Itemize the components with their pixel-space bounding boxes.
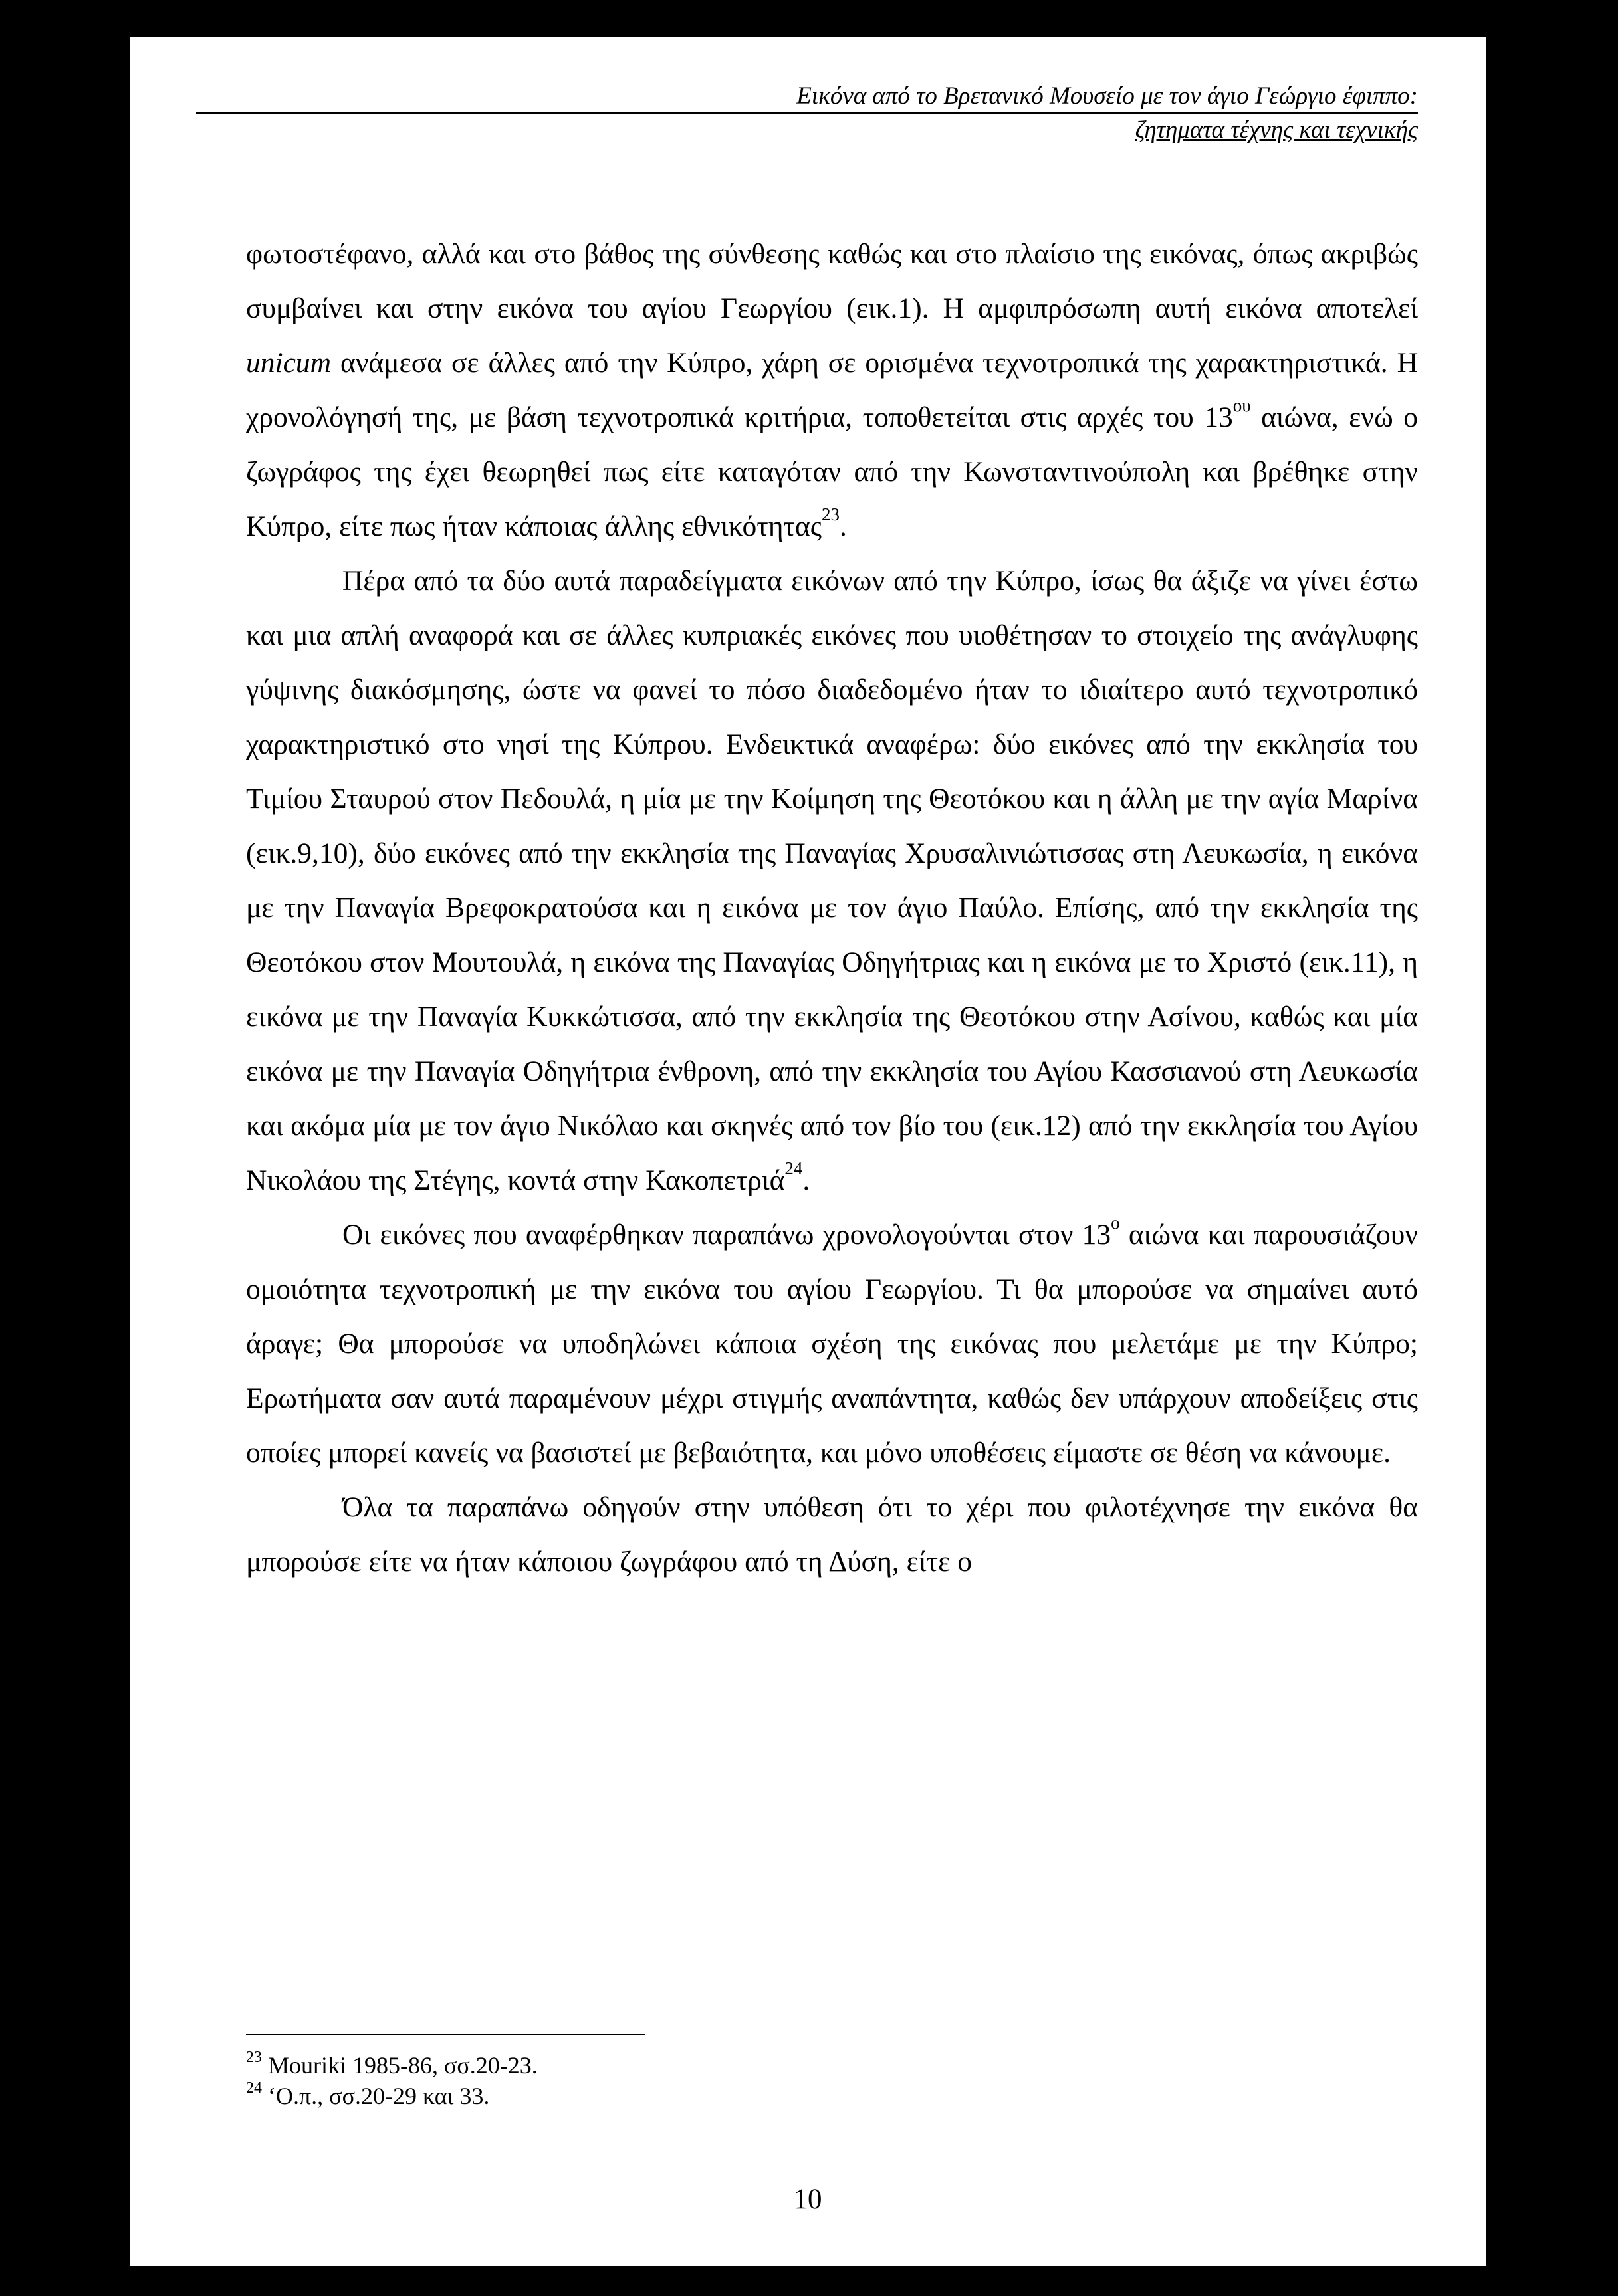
footnotes (246, 2050, 538, 2111)
paragraph-3-text-a: Οι εικόνες που αναφέρθηκαν παραπάνω χρονολογούνται στον 13 (342, 1219, 1111, 1251)
running-header-line-2: ζητηματα τέχνης και τεχνικής (1135, 116, 1418, 144)
footnote-marker: 24 (246, 2079, 262, 2097)
running-header (196, 80, 1418, 146)
footnote-24 (246, 2081, 538, 2111)
body-text (246, 227, 1418, 1589)
paragraph-1-italic-term: unicum (246, 347, 332, 379)
ordinal-superscript: ου (1232, 395, 1251, 416)
paragraph-3 (246, 1207, 1418, 1480)
running-header-line-1: Εικόνα από το Βρετανικό Μουσείο με τον άγιο Γεώργιο έφιππο: (196, 80, 1418, 114)
paragraph-2 (246, 554, 1418, 1207)
paragraph-2-text-b: . (802, 1164, 810, 1196)
paragraph-4 (246, 1480, 1418, 1589)
paragraph-1-text-c: αιώνα, ενώ ο ζωγράφος της έχει θεωρηθεί πως είτε καταγόταν από την Κωνσταντινούπολη και βρέθηκε στην Κύπρο, είτε πως ήταν κάποιας άλλης εθνικότητας (246, 401, 1419, 542)
paragraph-3-text-b: αιώνα και παρουσιάζουν ομοιότητα τεχνοτροπική με την εικόνα του αγίου Γεωργίου. Τι θα μπορούσε να σημαίνει αυτό άραγε; Θα μπορούσε να υποδηλώνει κάποια σχέση της εικόνας που μελετάμε με την Κύπρο; Ερωτήματα σαν αυτά παραμένουν μέχρι στιγμής αναπάντητα, καθώς δεν υπάρχουν αποδείξεις στις οποίες μπορεί κανείς να βασιστεί με βεβαιότητα, και μόνο υποθέσεις είμαστε σε θέση να κάνουμε. (246, 1219, 1418, 1469)
paragraph-1-text-d: . (839, 510, 847, 542)
footnote-23 (246, 2050, 538, 2081)
paragraph-1 (246, 227, 1418, 554)
footnote-marker: 23 (246, 2049, 262, 2067)
document-page (130, 37, 1486, 2266)
page-number: 10 (793, 2184, 822, 2215)
paragraph-1-text-b: ανάμεσα σε άλλες από την Κύπρο, χάρη σε ορισμένα τεχνοτροπικά της χαρακτηριστικά. Η χρονολόγησή της, με βάση τεχνοτροπικά κριτήρια, τοποθετείται στις αρχές του 13 (246, 347, 1418, 433)
footnote-separator (246, 2034, 645, 2035)
paragraph-2-text-a: Πέρα από τα δύο αυτά παραδείγματα εικόνων από την Κύπρο, ίσως θα άξιζε να γίνει έστω και μια απλή αναφορά και σε άλλες κυπριακές εικόνες που υιοθέτησαν το στοιχείο της ανάγλυφης γύψινης διακόσμησης, ώστε να φανεί το πόσο διαδεδομένο ήταν το ιδιαίτερο αυτό τεχνοτροπικό χαρακτηριστικό στο νησί της Κύπρου. Ενδεικτικά αναφέρω: δύο εικόνες από την εκκλησία του Τιμίου Σταυρού στον Πεδουλά, η μία με την Κοίμηση της Θεοτόκου και η άλλη με την αγία Μαρίνα (εικ.9,10), δύο εικόνες από την εκκλησία της Παναγίας Χρυσαλινιώτισσας στη Λευκωσία, η εικόνα με την Παναγία Βρεφοκρατούσα και η εικόνα με τον άγιο Παύλο. Επίσης, από την εκκλησία της Θεοτόκου στον Μουτουλά, η εικόνα της Παναγίας Οδηγήτριας και η εικόνα με το Χριστό (εικ.11), η εικόνα με την Παναγία Κυκκώτισσα, από την εκκλησία της Θεοτόκου στην Ασίνου, καθώς και μία εικόνα με την Παναγία Οδηγήτρια ένθρονη, από την εκκλησία του Αγίου Κασσιανού στη Λευκωσία και ακόμα μία με τον άγιο Νικόλαο και σκηνές από τον βίο του (εικ.12) από την εκκλησία του Αγίου Νικολάου της Στέγης, κοντά στην Κακοπετριά (246, 565, 1418, 1196)
footnote-ref-24: 24 (784, 1158, 803, 1179)
paragraph-1-text-a: φωτοστέφανο, αλλά και στο βάθος της σύνθεσης καθώς και στο πλαίσιο της εικόνας, όπως ακριβώς συμβαίνει και στην εικόνα του αγίου Γεωργίου (εικ.1). Η αμφιπρόσωπη αυτή εικόνα αποτελεί (246, 238, 1418, 324)
footnote-text: ‘Ο.π., σσ.20-29 και 33. (262, 2083, 490, 2109)
footnote-ref-23: 23 (821, 504, 840, 525)
footnote-text: Mouriki 1985-86, σσ.20-23. (262, 2052, 538, 2079)
ordinal-superscript-2: ο (1111, 1213, 1120, 1233)
paragraph-4-text: Όλα τα παραπάνω οδηγούν στην υπόθεση ότι το χέρι που φιλοτέχνησε την εικόνα θα μπορούσε είτε να ήταν κάποιου ζωγράφου από τη Δύση, είτε ο (246, 1491, 1418, 1578)
